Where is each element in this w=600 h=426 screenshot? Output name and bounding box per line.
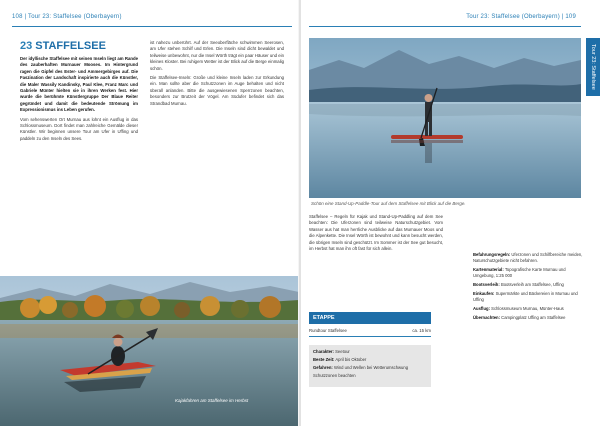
- fact-item: Befahrungsregeln: Uferzonen und Schilfbereiche meiden, Naturschutzgebiete nicht befahren.: [473, 252, 583, 263]
- side-tab-label: Tour 23: Staffelsee: [590, 44, 596, 90]
- fact-item: Kartenmaterial: Topografische Karte Murnau und Umgebung, 1:25 000: [473, 267, 566, 278]
- fact-item: Ausflug: Schlossmuseum Murnau, Münter-Haus: [473, 306, 564, 311]
- photo-caption-left: Kajakfahren am Staffelsee im Herbst: [175, 398, 249, 403]
- etappe-row: [309, 328, 431, 337]
- body-paragraph: Die Staffelsee-Inseln: Große und kleine Inseln laden zur Erkundung ein. Man sollte aber die Schutzzonen im Auge behalten und nicht überall anlanden. Bitte die ausgewiesenen Sperrzonen beachten, besonders zur Brutzeit der Vögel. Am Südufer befindet sich das Strandbad Murnau.: [150, 75, 284, 106]
- tour-name: STAFFELSEE: [35, 40, 106, 52]
- intro-paragraph: Der idyllische Staffelsee mit seinen Inseln liegt am Rande des zauberhaften Murnauer Mooses. Im Hintergrund ragen die Gipfel des Ester- und Ammergebirges auf. Die Faszination der Landschaft inspirierte auch die Künstler, die Maler Wassily Kandinsky, Paul Klee, Franz Marc und Gabriele Münter hielten sie in ihren Werken fest. Hier wurde die berühmte Künstlergruppe Der Blaue Reiter gegründet und damit die bedeutende Strömung im Expressionismus ins Leben gerufen.: [20, 56, 138, 113]
- practical-info: [473, 252, 585, 324]
- left-page: [0, 0, 299, 426]
- body-paragraph: ist nahezu unberührt. Auf der Seeoberfläche schwimmen Seerosen, am Ufer stehen Schilf und Erlen. Die Inseln sind dicht bewaldet und teilweise unbewohnt, nur die Insel Wörth trägt ein paar Häuser und ein kleines Kloster. Bei ruhigem Wetter ist der Blick auf die Berge einmalig schön.: [150, 40, 284, 71]
- kayak-photo-illustration: [0, 276, 299, 426]
- tour-title: [20, 40, 106, 52]
- fact-item: Bootsverleih: Bootsverleih am Staffelsee, Uffing: [473, 282, 564, 287]
- right-page: [301, 0, 600, 426]
- etappe-name: Rundtour Staffelsee: [309, 328, 347, 333]
- body-paragraph: Vom sehenswerten Ort Murnau aus lohnt ein Ausflug in das Schlossmuseum. Dort findet man zahlreiche Gemälde dieser Künstler. Wir beginnen unsere Tour am Ufer in Uffing und paddeln zu den Inseln des Sees.: [20, 116, 138, 141]
- sup-photo-illustration: [309, 38, 581, 198]
- tour-info-box: [309, 345, 431, 387]
- body-paragraph: Staffelsee – Regeln für Kajak und Stand-Up-Paddling auf dem See beachten: Die Uferzonen sind teilweise Naturschutzgebiet. Vom Wasser aus hat man herrliche Ausblicke auf das Murnauer Moos und die Alpenkette. Die Insel Wörth ist bewohnt und kann besucht werden, die übrigen Inseln sind geschützt. Im Sommer ist der See gut besucht, im Herbst hat man ihn oft fast für sich allein.: [309, 214, 443, 252]
- running-head-left: 108 | Tour 23: Staffelsee (Oberbayern): [12, 14, 122, 20]
- info-line: Gefahren: Wind und Wellen bei Wetterumschwung: [313, 365, 409, 370]
- kayak-photo: [0, 276, 299, 426]
- tour-number: 23: [20, 40, 33, 52]
- info-line: Charakter: Seetour: [313, 349, 350, 354]
- sup-photo: [309, 38, 581, 198]
- running-head-right: Tour 23: Staffelsee (Oberbayern) | 109: [466, 14, 576, 20]
- photo-caption-right: Schön eine Stand-Up-Paddle-Tour auf dem Staffelsee mit Blick auf die Berge.: [311, 201, 466, 206]
- right-body-text: [309, 214, 443, 255]
- etappe-distance: ca. 15 km: [412, 328, 431, 333]
- fact-item: Übernachten: Campingplatz Uffing am Staffelsee: [473, 315, 566, 320]
- info-line: Schutzzonen beachten: [313, 373, 356, 378]
- etappe-heading: ETAPPE: [309, 312, 431, 324]
- text-column-1: [20, 56, 138, 145]
- chapter-side-tab: [586, 38, 600, 96]
- info-line: Beste Zeit: April bis Oktober: [313, 357, 367, 362]
- text-column-2: [150, 40, 284, 110]
- header-rule-left: [12, 26, 292, 27]
- fact-item: Einkaufen: Supermärkte und Bäckereien in Murnau und Uffing: [473, 291, 578, 302]
- header-rule-right: [309, 26, 581, 27]
